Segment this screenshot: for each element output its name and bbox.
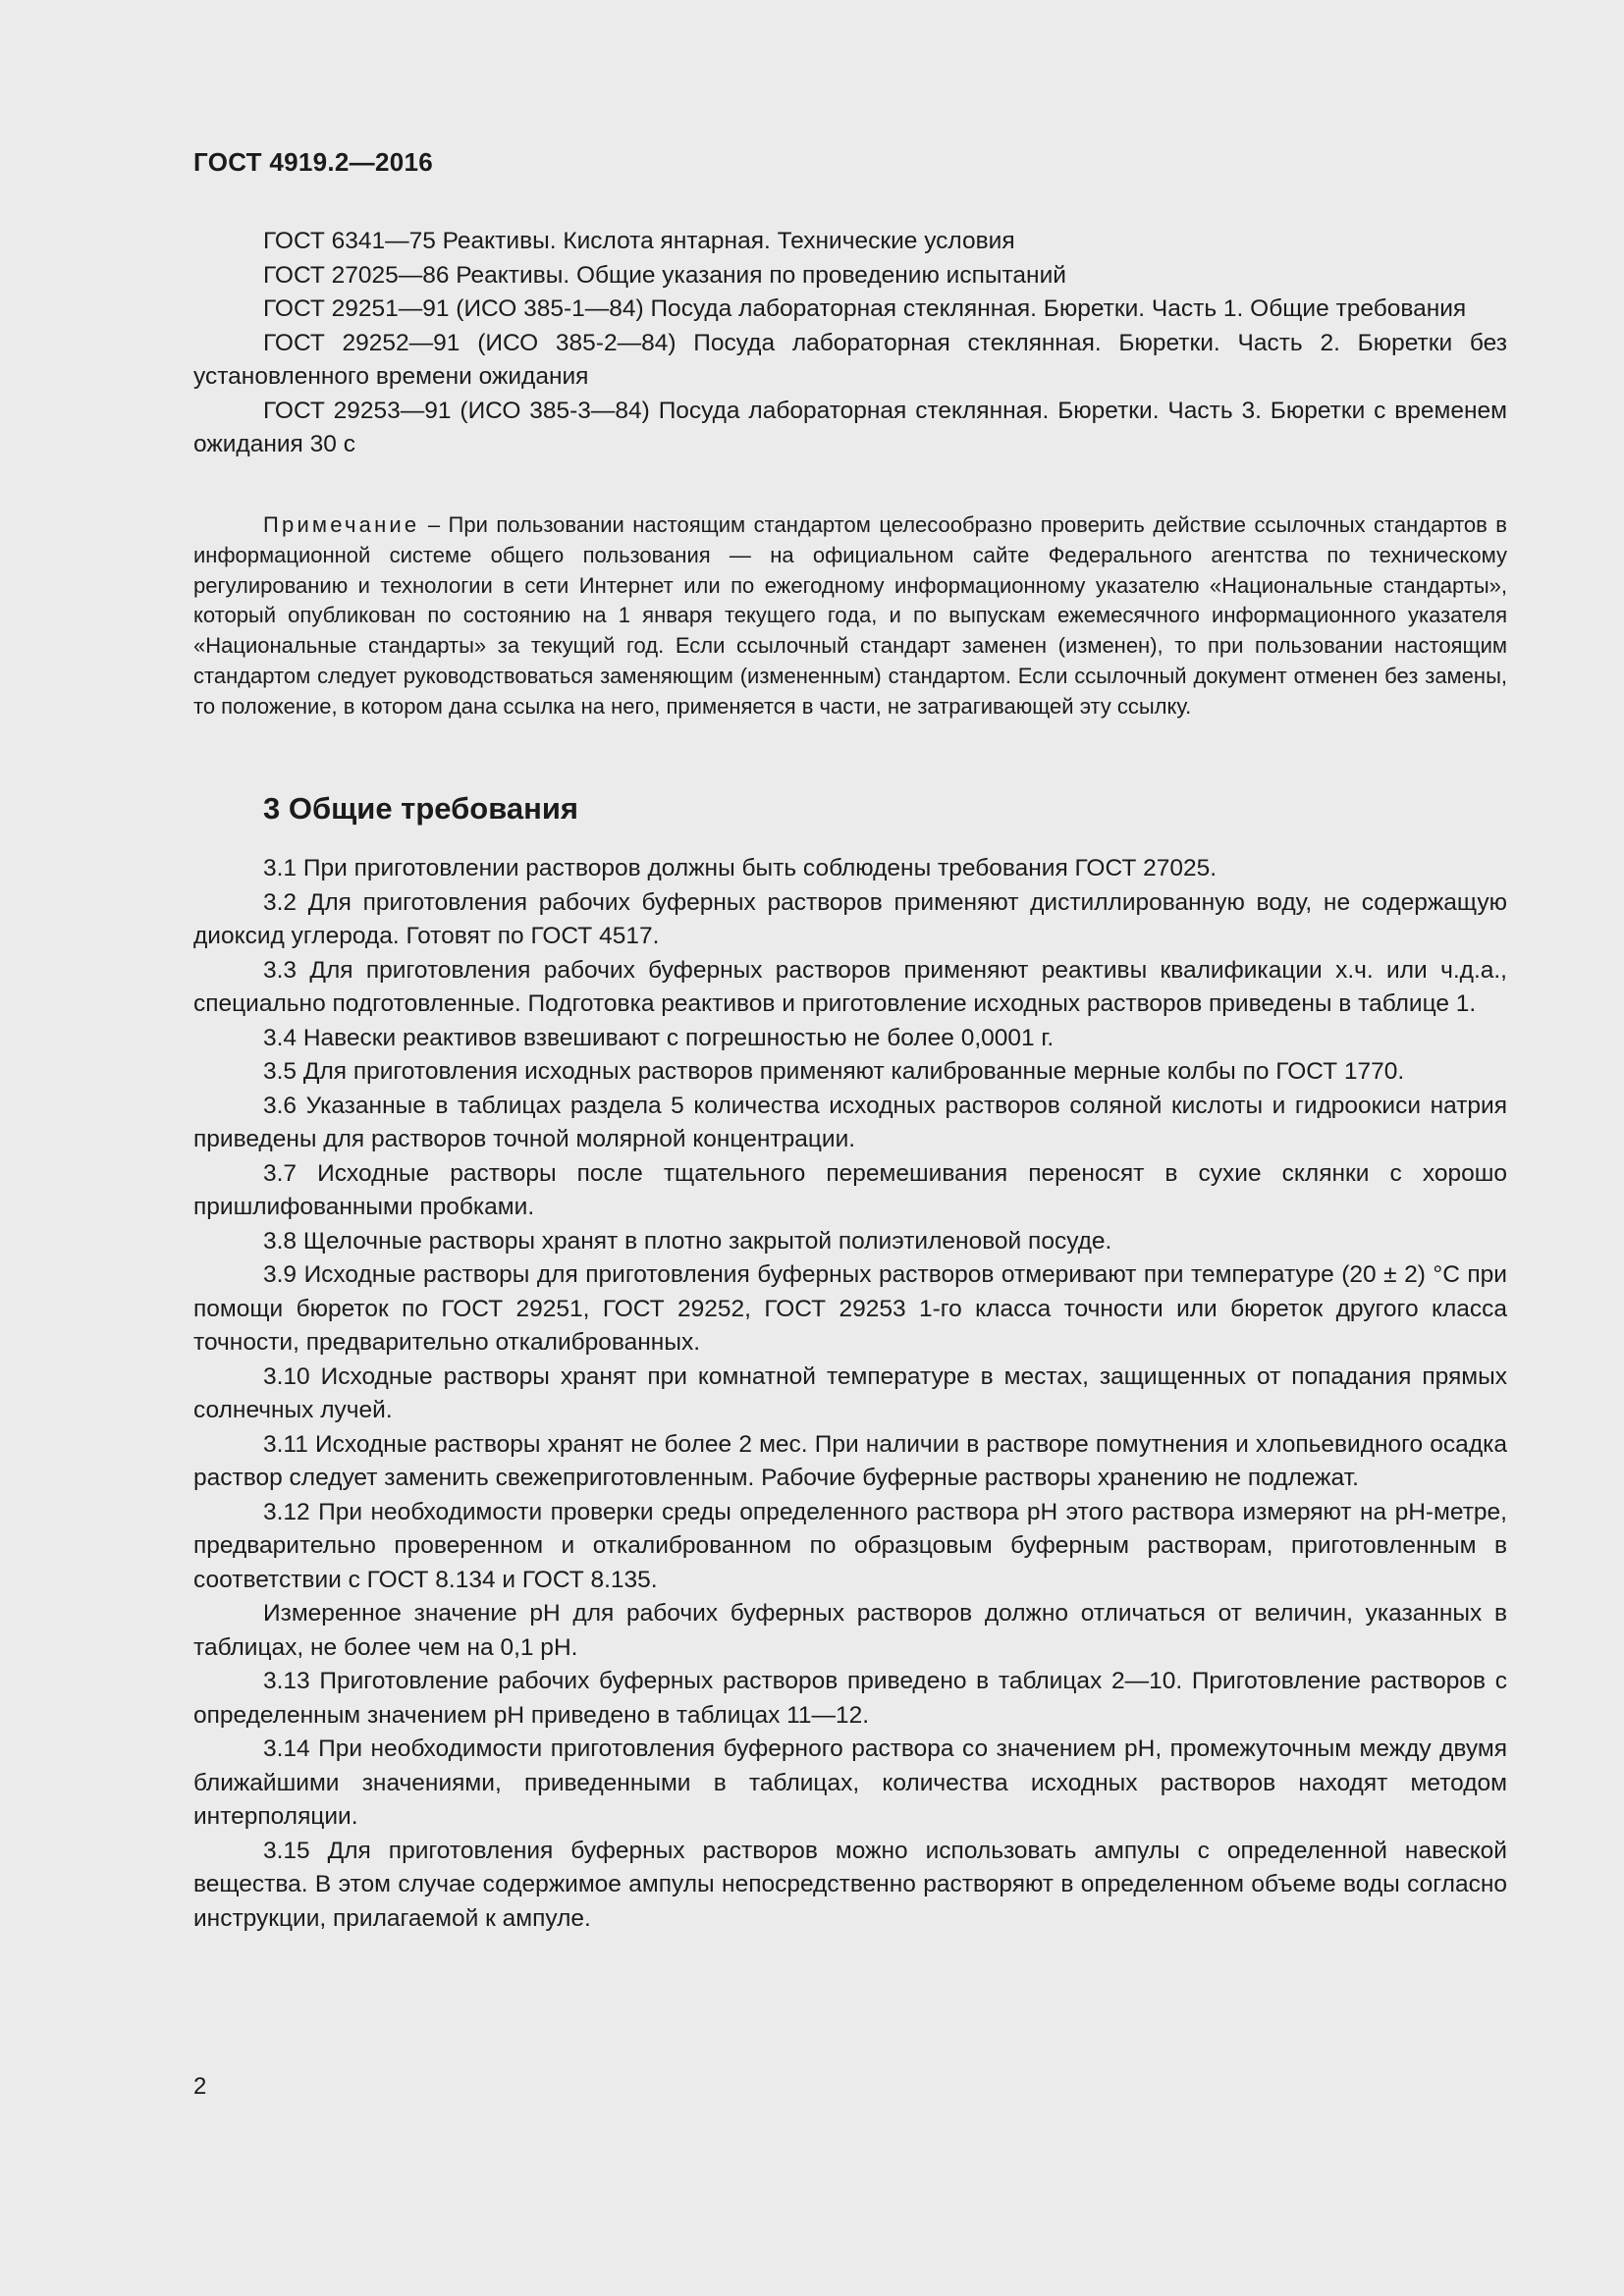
clause-paragraph: 3.2 Для приготовления рабочих буферных растворов применяют дистиллированную воду, не содержащую диоксид углерода. Готовят по ГОСТ 4517. [193,888,1507,949]
clause-paragraph: 3.10 Исходные растворы хранят при комнатной температуре в местах, защищенных от попадания прямых солнечных лучей. [193,1362,1507,1423]
clause-paragraph: 3.14 При необходимости приготовления буферного раствора со значением рН, промежуточным между двумя ближайшими значениями, приведенными в таблицах, количества исходных растворов находят методом интерполяции. [193,1735,1507,1830]
clause-paragraph: 3.5 Для приготовления исходных растворов применяют калиброванные мерные колбы по ГОСТ 1770. [263,1058,1405,1085]
clause-paragraph: Измеренное значение рН для рабочих буферных растворов должно отличаться от величин, указанных в таблицах, не более чем на 0,1 рН. [193,1600,1507,1661]
reference-item: ГОСТ 27025—86 Реактивы. Общие указания по проведению испытаний [263,261,1066,289]
clause-paragraph: 3.15 Для приготовления буферных растворов можно использовать ампулы с определенной навеской вещества. В этом случае содержимое ампулы непосредственно растворяют в определенном объеме воды согласно инструкции, прилагаемой к ампуле. [193,1837,1507,1932]
section-title: 3 Общие требования [263,791,578,826]
clause-paragraph: 3.7 Исходные растворы после тщательного перемешивания переносят в сухие склянки с хорошо пришлифованными пробками. [193,1159,1507,1220]
clause-paragraph: 3.3 Для приготовления рабочих буферных растворов применяют реактивы квалификации х.ч. или ч.д.а., специально подготовленные. Подготовка реактивов и приготовление исходных растворов приведены в таблице 1. [193,956,1507,1017]
section-body [193,852,1507,1936]
clause-paragraph: 3.12 При необходимости проверки среды определенного раствора рН этого раствора измеряют на рН-метре, предварительно проверенном и откалиброванном по образцовым буферным растворам, приготовленным в соответствии с ГОСТ 8.134 и ГОСТ 8.135. [193,1498,1507,1593]
clause-paragraph: 3.8 Щелочные растворы хранят в плотно закрытой полиэтиленовой посуде. [263,1227,1112,1255]
clause-paragraph: 3.11 Исходные растворы хранят не более 2 мес. При наличии в растворе помутнения и хлопьевидного осадка раствор следует заменить свежеприготовленным. Рабочие буферные растворы хранению не подлежат. [193,1430,1507,1491]
reference-item: ГОСТ 29253—91 (ИСО 385-3—84) Посуда лабораторная стеклянная. Бюретки. Часть 3. Бюретки с временем ожидания 30 с [193,397,1507,457]
clause-paragraph: 3.1 При приготовлении растворов должны быть соблюдены требования ГОСТ 27025. [263,855,1218,881]
reference-item: ГОСТ 6341—75 Реактивы. Кислота янтарная. Технические условия [263,228,1015,254]
clause-paragraph: 3.4 Навески реактивов взвешивают с погрешностью не более 0,0001 г. [263,1024,1055,1051]
document-header: ГОСТ 4919.2—2016 [193,147,434,177]
note-label: Примечание [263,512,420,537]
note-text: – При пользовании настоящим стандартом целесообразно проверить действие ссылочных стандартов в информационной системе общего пользования — на официальном сайте Федерального агентства по техническому регулированию и технологии в сети Интернет или по ежегодному информационному указателю «Национальные стандарты», который опубликован по состоянию на 1 января текущего года, и по выпускам ежемесячного информационного указателя «Национальные стандарты» за текущий год. Если ссылочный стандарт заменен (изменен), то при пользовании настоящим стандартом следует руководствоваться заменяющим (измененным) стандартом. Если ссылочный документ отменен без замены, то положение, в котором дана ссылка на него, применяется в части, не затрагивающей эту ссылку. [193,512,1507,719]
reference-item: ГОСТ 29252—91 (ИСО 385-2—84) Посуда лабораторная стеклянная. Бюретки. Часть 2. Бюретки без установленного времени ожидания [193,329,1507,390]
normative-references-list [193,225,1507,462]
reference-item: ГОСТ 29251—91 (ИСО 385-1—84) Посуда лабораторная стеклянная. Бюретки. Часть 1. Общие требования [263,295,1467,322]
note-paragraph [193,510,1507,722]
page-number: 2 [193,2073,207,2100]
clause-paragraph: 3.9 Исходные растворы для приготовления буферных растворов отмеривают при температуре (20 ± 2) °С при помощи бюреток по ГОСТ 29251, ГОСТ 29252, ГОСТ 29253 1-го класса точности или бюреток другого класса точности, предварительно откалиброванных. [193,1261,1507,1356]
clause-paragraph: 3.13 Приготовление рабочих буферных растворов приведено в таблицах 2—10. Приготовление растворов с определенным значением рН приведено в таблицах 11—12. [193,1668,1507,1729]
clause-paragraph: 3.6 Указанные в таблицах раздела 5 количества исходных растворов соляной кислоты и гидроокиси натрия приведены для растворов точной молярной концентрации. [193,1092,1507,1152]
